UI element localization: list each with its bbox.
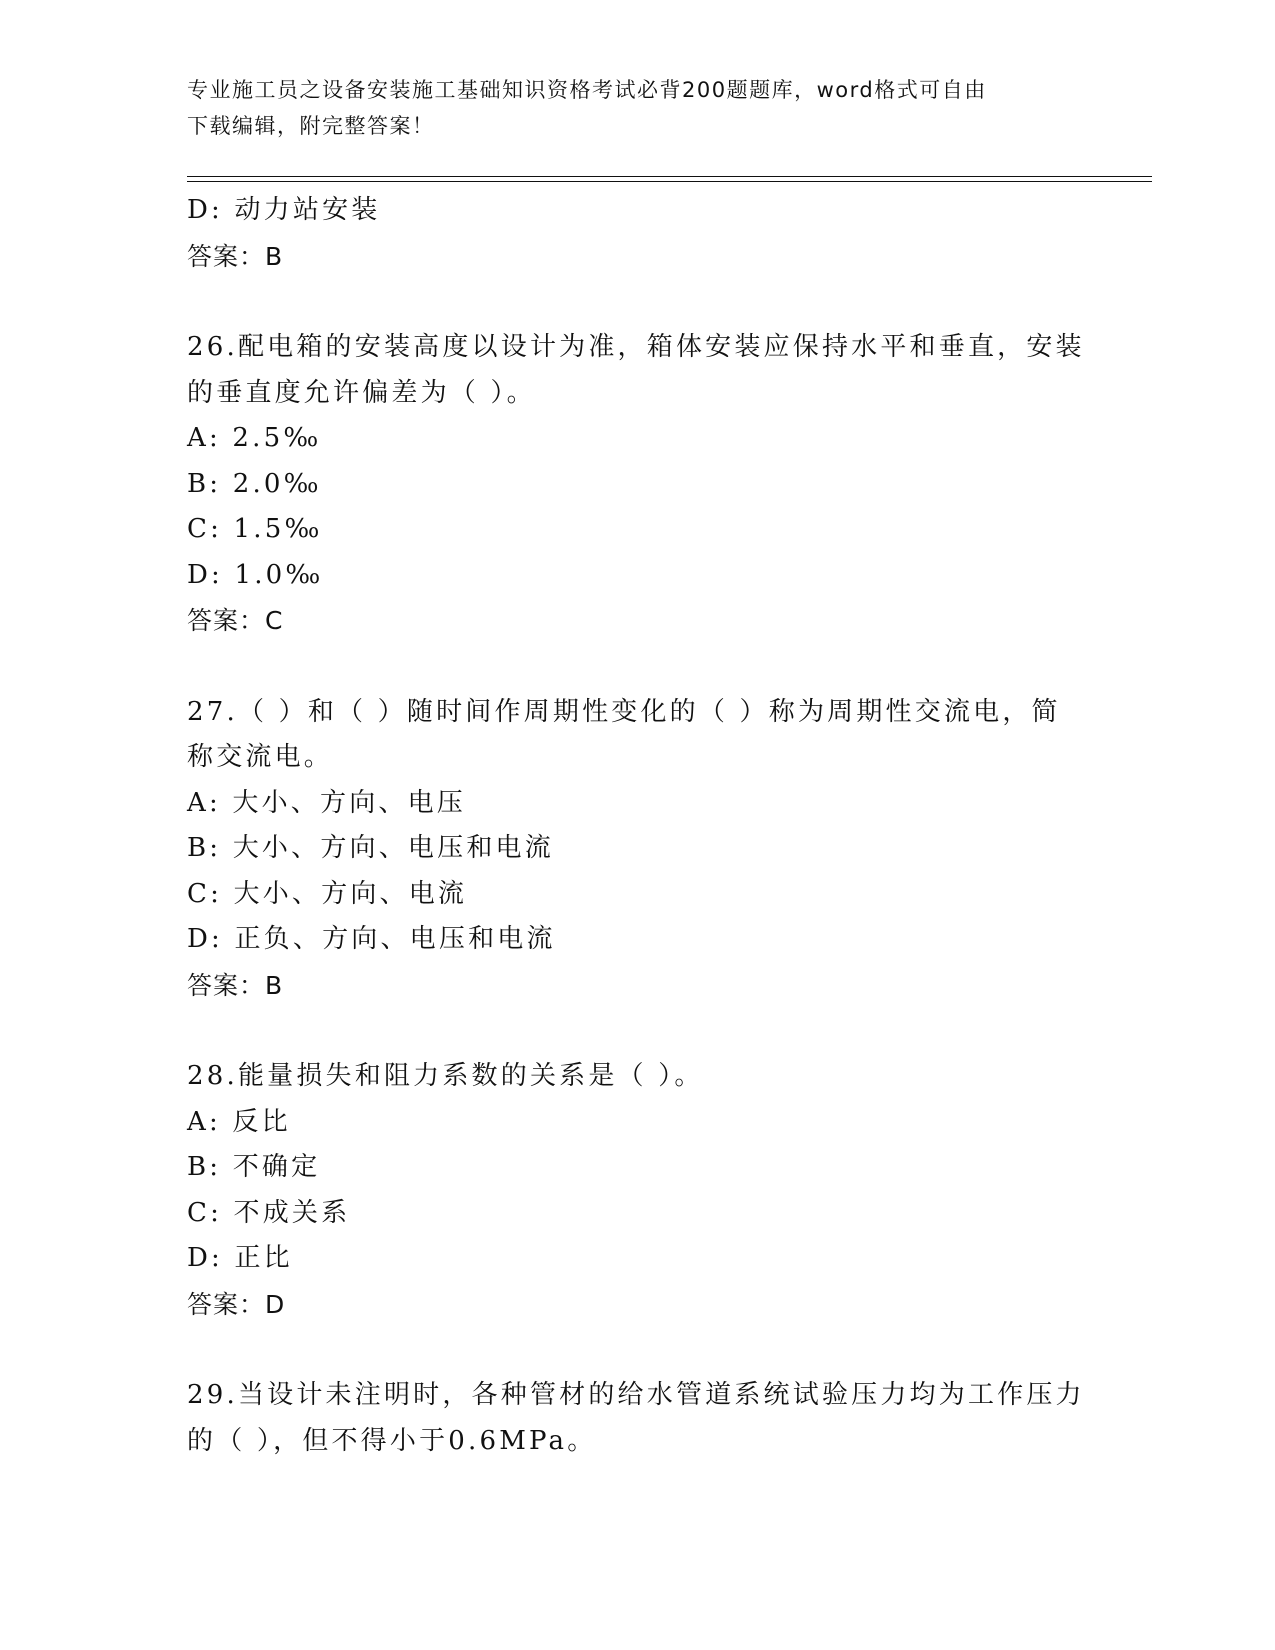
header-divider-bottom <box>187 181 1152 182</box>
header-line-1: 专业施工员之设备安装施工基础知识资格考试必背200题题库，word格式可自由 <box>187 78 987 102</box>
option-d: D: 正负、方向、电压和电流 <box>187 924 556 954</box>
option-b: B: 不确定 <box>187 1152 321 1182</box>
option-c: C: 大小、方向、电流 <box>187 878 468 909</box>
question-stem: 29.当设计未注明时，各种管材的给水管道系统试验压力均为工作压力 <box>187 1380 1085 1410</box>
question-27 <box>187 690 1087 1009</box>
option-d: D: 1.0‰ <box>187 559 324 590</box>
option-c: C: 不成关系 <box>187 1197 351 1228</box>
header-divider-top <box>187 176 1152 177</box>
question-26 <box>187 325 1087 644</box>
spacer <box>187 644 1087 690</box>
option-a: A: 反比 <box>187 1106 291 1137</box>
answer-line: 答案：D <box>187 1289 286 1319</box>
spacer <box>187 1008 1087 1054</box>
option-c: C: 1.5‰ <box>187 514 323 544</box>
option-a: A: 2.5‰ <box>187 423 322 453</box>
question-28 <box>187 1054 1087 1327</box>
option-b: B: 大小、方向、电压和电流 <box>187 833 554 863</box>
question-25-tail <box>187 188 1087 279</box>
question-list <box>187 188 1087 1464</box>
question-stem-continued: 的垂直度允许偏差为（ ）。 <box>187 377 536 408</box>
question-stem-continued: 称交流电。 <box>187 742 334 772</box>
question-stem: 27.（ ）和（ ）随时间作周期性变化的（ ）称为周期性交流电，简 <box>187 696 1061 727</box>
option-d: D: 动力站安装 <box>187 195 381 225</box>
question-stem: 28.能量损失和阻力系数的关系是（ ）。 <box>187 1061 704 1091</box>
option-d: D: 正比 <box>187 1243 293 1273</box>
spacer <box>187 279 1087 325</box>
answer-line: 答案：B <box>187 970 284 1000</box>
option-b: B: 2.0‰ <box>187 468 322 499</box>
option-a: A: 大小、方向、电压 <box>187 787 467 818</box>
header-line-2: 下载编辑，附完整答案！ <box>187 114 435 138</box>
answer-line: 答案：C <box>187 606 284 635</box>
document-header <box>187 72 1067 144</box>
question-stem-continued: 的（ ），但不得小于0.6MPa。 <box>187 1425 597 1456</box>
answer-line: 答案：B <box>187 241 284 271</box>
question-stem: 26.配电箱的安装高度以设计为准，箱体安装应保持水平和垂直，安装 <box>187 332 1085 362</box>
question-29 <box>187 1373 1087 1464</box>
spacer <box>187 1327 1087 1373</box>
